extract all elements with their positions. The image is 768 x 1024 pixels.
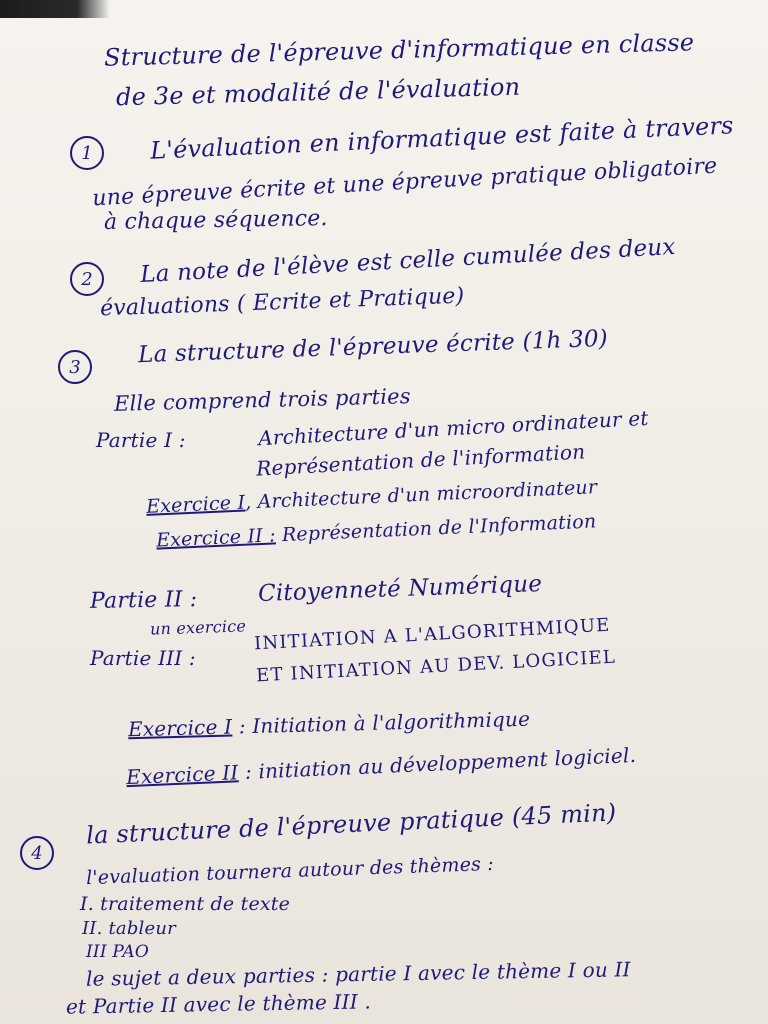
item-number-2: 2: [70, 262, 104, 296]
partie-2-label: Partie II :: [89, 587, 198, 614]
exercice-2-label: Exercice II :: [155, 524, 277, 552]
item-number-3: 3: [58, 350, 92, 384]
p4-line-4: et Partie II avec le thème III .: [65, 989, 372, 1019]
exercice-3-text: : Initiation à l'algorithmique: [238, 706, 531, 739]
exercice-1-label: Exercice I: [145, 491, 246, 518]
exercice-3-label: Exercice I: [127, 714, 233, 742]
partie-3-label: Partie III :: [90, 646, 196, 670]
partie-3-line-2: ET INITIATION AU DEV. LOGICIEL: [255, 646, 617, 687]
partie-1-line-2: Représentation de l'information: [255, 439, 586, 481]
p4-line-1: la structure de l'épreuve pratique (45 min): [85, 798, 617, 850]
partie-1-line-1: Architecture d'un micro ordinateur et: [257, 405, 650, 451]
p2-line-2: évaluations ( Ecrite et Pratique): [99, 283, 465, 322]
partie-3-line-1: INITIATION A L'ALGORITHMIQUE: [253, 614, 612, 655]
p1-line-1: L'évaluation en informatique est faite à travers: [149, 111, 735, 165]
partie-2-note: un exercice: [149, 616, 247, 639]
theme-3: III PAO: [86, 942, 150, 962]
p1-line-3: à chaque séquence.: [103, 206, 328, 235]
p4-line-2: l'evaluation tournera autour des thèmes :: [85, 852, 495, 890]
title-line-2: de 3e et modalité de l'évaluation: [115, 72, 521, 112]
theme-1: I. traitement de texte: [80, 893, 291, 915]
p2-line-1: La note de l'élève est celle cumulée des deux: [139, 233, 677, 289]
title-line-1: Structure de l'épreuve d'informatique en classe: [103, 28, 695, 72]
photo-edge-shadow: [0, 0, 110, 18]
partie-1-label: Partie I :: [96, 428, 186, 452]
partie-2-text: Citoyenneté Numérique: [257, 571, 543, 607]
exercice-4-label: Exercice II: [125, 760, 239, 790]
p4-line-3: le sujet a deux parties : partie I avec le thème I ou II: [85, 957, 631, 991]
p3-line-2: Elle comprend trois parties: [113, 384, 412, 416]
item-number-4: 4: [20, 836, 54, 870]
exercice-1-text: , Architecture d'un microordinateur: [244, 476, 598, 514]
theme-2: II. tableur: [82, 918, 176, 939]
p1-line-2: une épreuve écrite et une épreuve pratique obligatoire: [91, 153, 718, 212]
item-number-1: 1: [70, 136, 104, 170]
p3-line-1: La structure de l'épreuve écrite (1h 30): [137, 325, 609, 369]
exercice-4-text: : initiation au développement logiciel.: [244, 742, 637, 784]
exercice-2-text: Représentation de l'Information: [281, 510, 597, 547]
